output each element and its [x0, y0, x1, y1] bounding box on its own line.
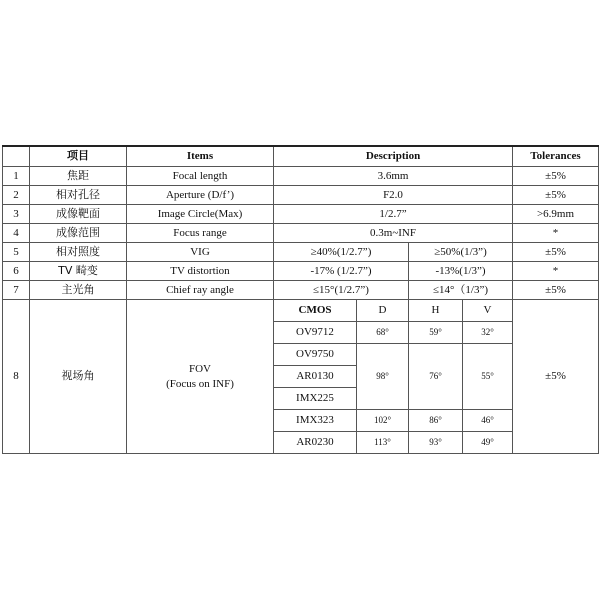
row-number: 2: [3, 186, 30, 205]
row-item-cn: 主光角: [30, 281, 127, 300]
row-tolerance: ±5%: [513, 300, 599, 454]
fov-h-value: 76°: [409, 344, 463, 410]
row-item: Focal length: [127, 167, 274, 186]
header-tolerances: Tolerances: [513, 146, 599, 167]
header-items: Items: [127, 146, 274, 167]
table-row: [3, 243, 599, 262]
row-description-b: -13%(1/3”): [409, 262, 513, 281]
header-no: [3, 146, 30, 167]
fov-d-value: 68°: [357, 322, 409, 344]
fov-header-row: [3, 300, 599, 322]
fov-v-value: 32°: [463, 322, 513, 344]
fov-h-value: 59°: [409, 322, 463, 344]
spec-table: [2, 145, 599, 454]
table-row: [3, 224, 599, 243]
header-item-cn: 项目: [30, 146, 127, 167]
fov-label: FOV: [188, 362, 211, 375]
fov-col-cmos: CMOS: [274, 300, 357, 322]
fov-d-value: 113°: [357, 432, 409, 454]
row-item-cn: 相对孔径: [30, 186, 127, 205]
row-number: 8: [3, 300, 30, 454]
fov-col-d: D: [357, 300, 409, 322]
row-description-b: ≥50%(1/3”): [409, 243, 513, 262]
sensor-name: OV9712: [274, 322, 357, 344]
row-number: 7: [3, 281, 30, 300]
row-description: 1/2.7”: [274, 205, 513, 224]
row-description-a: ≥40%(1/2.7”): [274, 243, 409, 262]
row-tolerance: *: [513, 262, 599, 281]
row-item-cn: 成像范围: [30, 224, 127, 243]
row-description: 0.3m~INF: [274, 224, 513, 243]
table-row: [3, 262, 599, 281]
row-tolerance: ±5%: [513, 167, 599, 186]
row-tolerance: ±5%: [513, 281, 599, 300]
header-description: Description: [274, 146, 513, 167]
fov-col-v: V: [463, 300, 513, 322]
sensor-name: IMX323: [274, 410, 357, 432]
fov-h-value: 93°: [409, 432, 463, 454]
table-row: [3, 281, 599, 300]
row-tolerance: ±5%: [513, 243, 599, 262]
row-item: Aperture (D/f’): [127, 186, 274, 205]
row-item: VIG: [127, 243, 274, 262]
fov-d-value: 98°: [357, 344, 409, 410]
row-description-a: -17% (1/2.7”): [274, 262, 409, 281]
fov-d-value: 102°: [357, 410, 409, 432]
fov-v-value: 46°: [463, 410, 513, 432]
row-item: Focus range: [127, 224, 274, 243]
row-description: 3.6mm: [274, 167, 513, 186]
row-item: Chief ray angle: [127, 281, 274, 300]
row-number: 1: [3, 167, 30, 186]
row-item-cn: 相对照度: [30, 243, 127, 262]
fov-h-value: 86°: [409, 410, 463, 432]
fov-v-value: 49°: [463, 432, 513, 454]
row-item: TV distortion: [127, 262, 274, 281]
header-row: [3, 146, 599, 167]
row-number: 3: [3, 205, 30, 224]
row-tolerance: *: [513, 224, 599, 243]
row-number: 4: [3, 224, 30, 243]
row-item-cn: 焦距: [30, 167, 127, 186]
sensor-name: IMX225: [274, 388, 357, 410]
row-item-fov: [127, 300, 274, 454]
table-row: [3, 186, 599, 205]
row-tolerance: >6.9mm: [513, 205, 599, 224]
row-item-cn: TV 畸变: [30, 262, 127, 281]
fov-col-h: H: [409, 300, 463, 322]
fov-v-value: 55°: [463, 344, 513, 410]
table-row: [3, 205, 599, 224]
row-number: 6: [3, 262, 30, 281]
row-description: F2.0: [274, 186, 513, 205]
row-number: 5: [3, 243, 30, 262]
sensor-name: OV9750: [274, 344, 357, 366]
sensor-name: AR0230: [274, 432, 357, 454]
row-item-cn: 成像靶面: [30, 205, 127, 224]
fov-sublabel: (Focus on INF): [166, 378, 234, 390]
row-item: Image Circle(Max): [127, 205, 274, 224]
row-item-cn: 视场角: [30, 300, 127, 454]
row-tolerance: ±5%: [513, 186, 599, 205]
table-row: [3, 167, 599, 186]
row-description-a: ≤15°(1/2.7”): [274, 281, 409, 300]
row-description-b: ≤14°（1/3”): [409, 281, 513, 300]
sensor-name: AR0130: [274, 366, 357, 388]
